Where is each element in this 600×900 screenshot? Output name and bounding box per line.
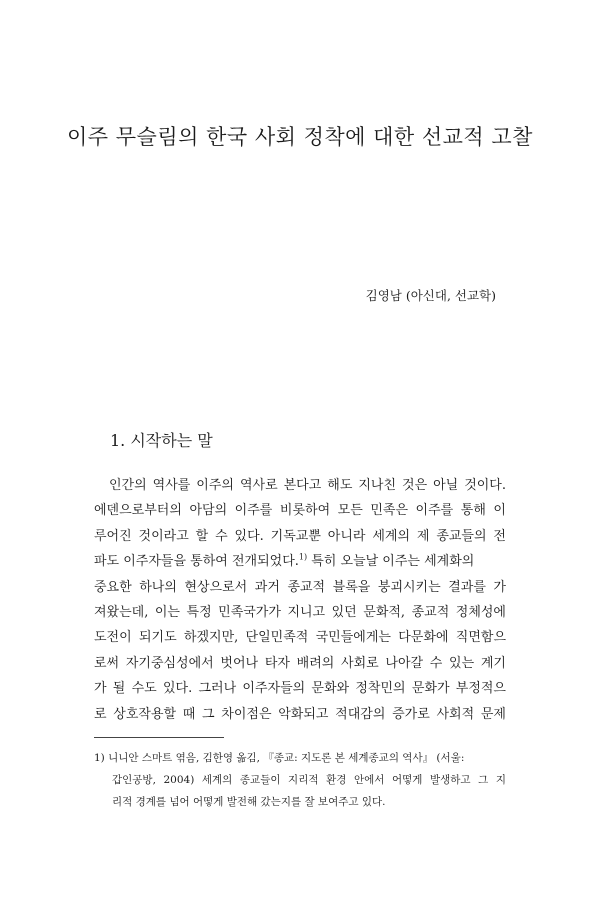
footnote-line: 갑인공방, 2004) 세계의 종교들이 지리적 환경 안에서 어떻게 발생하고 그 지 <box>112 774 506 786</box>
body-line-text-continued: 특히 오늘날 이주는 세계화의 <box>307 554 475 570</box>
body-line: 로써 자기중심성에서 벗어나 타자 배려의 사회로 나아갈 수 있는 계기 <box>94 655 506 671</box>
body-line: 중요한 하나의 현상으로서 과거 종교적 블록을 붕괴시키는 결과를 가 <box>94 579 506 595</box>
body-line: 루어진 것이라고 할 수 있다. 기독교뿐 아니라 세계의 제 종교들의 전 <box>94 528 506 544</box>
footnote-line <box>94 747 506 769</box>
body-line: 도전이 되기도 하겠지만, 단일민족적 국민들에게는 다문화에 직면함으 <box>94 630 506 646</box>
body-line: 인간의 역사를 이주의 역사로 본다고 해도 지나친 것은 아닐 것이다. <box>109 478 506 493</box>
body-line-with-footnote <box>94 549 506 574</box>
author-line: 김영남 (아신대, 선교학) <box>365 288 496 303</box>
body-line: 로 상호작용할 때 그 차이점은 악화되고 적대감의 증가로 사회적 문제 <box>94 706 506 722</box>
footnote-reference[interactable]: 1) <box>298 552 308 562</box>
body-line-text: 파도 이주자들을 통하여 전개되었다. <box>94 554 299 570</box>
body-line: 가 될 수도 있다. 그러나 이주자들의 문화와 정착민의 문화가 부정적으 <box>94 681 506 697</box>
body-line: 져왔는데, 이는 특정 민족국가가 지니고 있던 문화적, 종교적 정체성에 <box>94 604 506 620</box>
footnote <box>94 747 506 813</box>
footnote-marker: 1) <box>94 752 105 764</box>
page-title: 이주 무슬림의 한국 사회 정착에 대한 선교적 고찰 <box>67 125 533 149</box>
footnote-line: 리적 경계를 넘어 어떻게 발전해 갔는지를 잘 보여주고 있다. <box>112 796 386 808</box>
footnote-divider <box>94 737 224 738</box>
body-line: 에덴으로부터의 아담의 이주를 비롯하여 모든 민족은 이주를 통해 이 <box>94 503 506 519</box>
section-heading: 1. 시작하는 말 <box>110 431 213 450</box>
body-text <box>94 473 506 727</box>
footnote-text: 니니안 스마트 엮음, 김한영 옮김, 『종교: 지도론 본 세계종교의 역사』 (서울: <box>108 752 465 764</box>
